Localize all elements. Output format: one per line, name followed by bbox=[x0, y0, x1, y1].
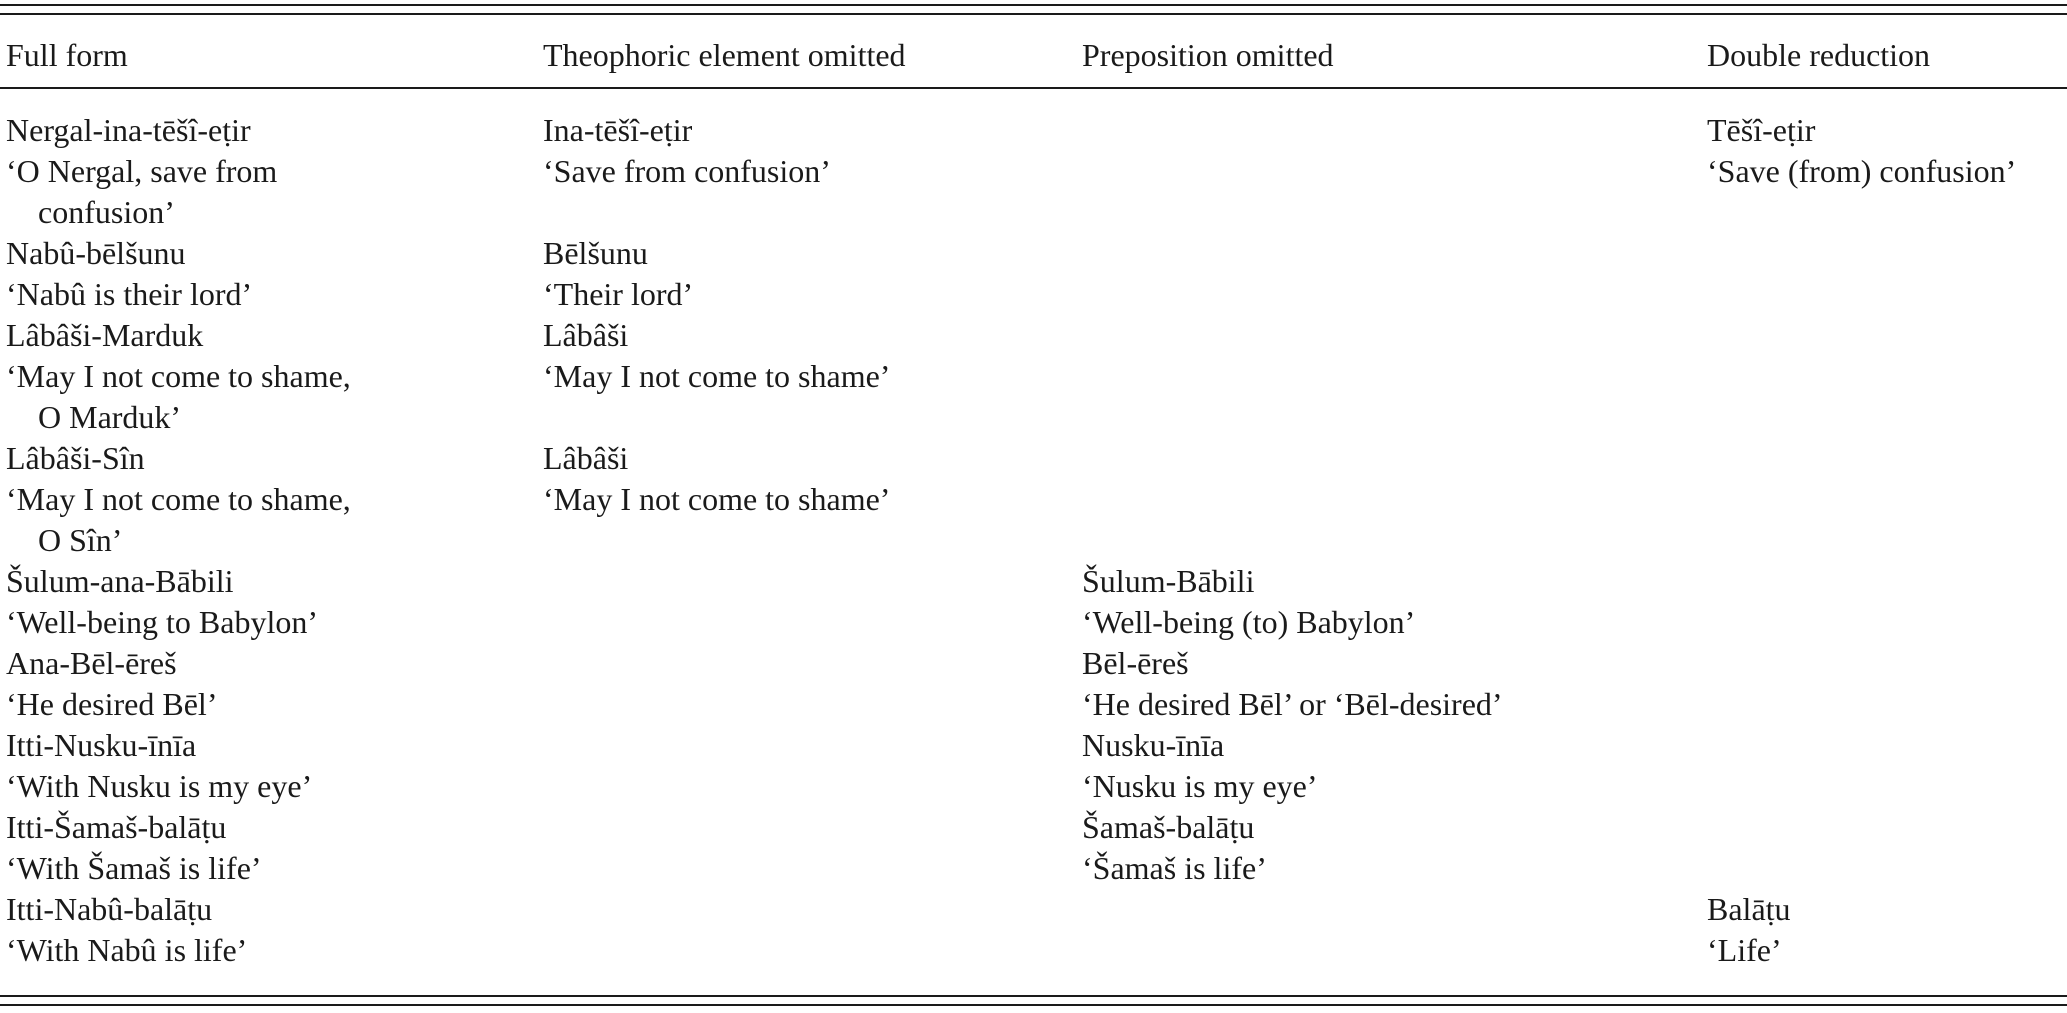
table-cell-full-form bbox=[6, 438, 526, 479]
cell-text-line: Lâbâši-Marduk bbox=[6, 317, 204, 353]
table-cell-double-reduction bbox=[1707, 315, 2067, 356]
table-row bbox=[0, 848, 2067, 889]
cell-text-line: ‘With Nabû is life’ bbox=[6, 932, 248, 968]
cell-text-line: Šulum-ana-Bābili bbox=[6, 563, 234, 599]
cell-text-line: ‘Save from confusion’ bbox=[543, 153, 831, 189]
table-cell-preposition-omitted bbox=[1082, 233, 1602, 274]
bottom-rule-inner bbox=[0, 995, 2067, 997]
cell-text-line: O Marduk’ bbox=[38, 399, 182, 435]
table-row bbox=[0, 110, 2067, 151]
table-row bbox=[0, 233, 2067, 274]
table-cell-full-form bbox=[6, 110, 526, 151]
table-cell-theophoric-omitted bbox=[543, 438, 1063, 479]
cell-text-line bbox=[1082, 356, 1602, 397]
cell-text-line: ‘Nusku is my eye’ bbox=[1082, 768, 1318, 804]
table-cell-full-form bbox=[6, 643, 526, 684]
table-row bbox=[0, 151, 2067, 233]
table-cell-preposition-omitted bbox=[1082, 766, 1602, 807]
top-rule-inner bbox=[0, 13, 2067, 15]
table-cell-preposition-omitted bbox=[1082, 315, 1602, 356]
table-cell-full-form bbox=[6, 930, 526, 971]
table-row bbox=[0, 602, 2067, 643]
column-header-theophoric-omitted: Theophoric element omitted bbox=[543, 37, 906, 73]
cell-text-line bbox=[1082, 930, 1602, 971]
cell-text-line bbox=[1082, 479, 1602, 520]
table-row bbox=[0, 725, 2067, 766]
table-cell-theophoric-omitted bbox=[543, 889, 1063, 930]
table-cell-double-reduction bbox=[1707, 725, 2067, 766]
cell-text-line bbox=[1082, 274, 1602, 315]
table-cell-full-form bbox=[6, 274, 526, 315]
header-rule bbox=[0, 87, 2067, 89]
cell-text-line: Itti-Šamaš-balāṭu bbox=[6, 809, 227, 845]
table-cell-double-reduction bbox=[1707, 274, 2067, 315]
table-cell-double-reduction bbox=[1707, 684, 2067, 725]
cell-text-line bbox=[543, 643, 1063, 684]
table-cell-full-form bbox=[6, 684, 526, 725]
cell-text-line bbox=[543, 684, 1063, 725]
table-cell-double-reduction bbox=[1707, 766, 2067, 807]
table-cell-preposition-omitted bbox=[1082, 643, 1602, 684]
cell-text-line: Tēšî-eṭir bbox=[1707, 112, 1816, 148]
cell-text-line: ‘He desired Bēl’ or ‘Bēl-desired’ bbox=[1082, 686, 1503, 722]
table-cell-theophoric-omitted bbox=[543, 848, 1063, 889]
table-cell-preposition-omitted bbox=[1082, 930, 1602, 971]
table-cell-preposition-omitted bbox=[1082, 438, 1602, 479]
cell-text-line: Ina-tēšî-eṭir bbox=[543, 112, 693, 148]
cell-text-line: ‘With Šamaš is life’ bbox=[6, 850, 262, 886]
cell-text-line bbox=[1707, 438, 2067, 479]
cell-text-line: ‘He desired Bēl’ bbox=[6, 686, 218, 722]
table-cell-double-reduction bbox=[1707, 438, 2067, 479]
table-row bbox=[0, 315, 2067, 356]
cell-text-line bbox=[1082, 315, 1602, 356]
cell-text-line bbox=[543, 725, 1063, 766]
cell-text-line bbox=[1707, 725, 2067, 766]
table-cell-preposition-omitted bbox=[1082, 110, 1602, 151]
cell-text-line: Balāṭu bbox=[1707, 891, 1791, 927]
cell-text-line: ‘May I not come to shame’ bbox=[543, 358, 891, 394]
table-cell-theophoric-omitted bbox=[543, 315, 1063, 356]
table-cell-theophoric-omitted bbox=[543, 725, 1063, 766]
cell-text-line bbox=[1707, 643, 2067, 684]
table-cell-full-form bbox=[6, 848, 526, 889]
column-header-double-reduction: Double reduction bbox=[1707, 37, 1931, 73]
cell-text-line bbox=[1707, 848, 2067, 889]
cell-text-line: ‘Life’ bbox=[1707, 932, 1782, 968]
cell-text-line: Bēl-ēreš bbox=[1082, 645, 1189, 681]
cell-text-line: ‘May I not come to shame’ bbox=[543, 481, 891, 517]
cell-text-line bbox=[1707, 684, 2067, 725]
table-cell-theophoric-omitted bbox=[543, 766, 1063, 807]
cell-text-line: ‘O Nergal, save from bbox=[6, 153, 278, 189]
cell-text-line: ‘May I not come to shame, bbox=[6, 481, 351, 517]
cell-text-line: ‘With Nusku is my eye’ bbox=[6, 768, 313, 804]
cell-text-line: Nergal-ina-tēšî-eṭir bbox=[6, 112, 251, 148]
table-row bbox=[0, 807, 2067, 848]
table-cell-theophoric-omitted bbox=[543, 479, 1063, 520]
table-cell-full-form bbox=[6, 889, 526, 930]
table-cell-preposition-omitted bbox=[1082, 356, 1602, 397]
cell-text-line bbox=[543, 602, 1063, 643]
cell-text-line bbox=[1082, 233, 1602, 274]
cell-text-line: Nusku-īnīa bbox=[1082, 727, 1225, 763]
cell-text-line bbox=[543, 561, 1063, 602]
table-row bbox=[0, 561, 2067, 602]
cell-text-line: Itti-Nusku-īnīa bbox=[6, 727, 197, 763]
cell-text-line: ‘Šamaš is life’ bbox=[1082, 850, 1267, 886]
cell-text-line bbox=[1707, 479, 2067, 520]
cell-text-line bbox=[1707, 766, 2067, 807]
table-row bbox=[0, 643, 2067, 684]
cell-text-line: Lâbâši bbox=[543, 317, 629, 353]
table-cell-full-form bbox=[6, 766, 526, 807]
table-cell-double-reduction bbox=[1707, 930, 2067, 971]
cell-text-line bbox=[1082, 438, 1602, 479]
table-cell-double-reduction bbox=[1707, 479, 2067, 520]
table-cell-preposition-omitted bbox=[1082, 725, 1602, 766]
table-cell-double-reduction bbox=[1707, 151, 2067, 192]
table-cell-preposition-omitted bbox=[1082, 889, 1602, 930]
cell-text-line: Bēlšunu bbox=[543, 235, 648, 271]
cell-text-line bbox=[1707, 602, 2067, 643]
table-cell-full-form bbox=[6, 356, 526, 438]
cell-text-line bbox=[1707, 233, 2067, 274]
table-cell-theophoric-omitted bbox=[543, 274, 1063, 315]
table-cell-theophoric-omitted bbox=[543, 930, 1063, 971]
cell-text-line bbox=[1082, 889, 1602, 930]
table-cell-full-form bbox=[6, 807, 526, 848]
table-row bbox=[0, 356, 2067, 438]
table-cell-preposition-omitted bbox=[1082, 561, 1602, 602]
table-cell-double-reduction bbox=[1707, 889, 2067, 930]
table-cell-full-form bbox=[6, 725, 526, 766]
cell-text-line bbox=[543, 766, 1063, 807]
bottom-rule-outer bbox=[0, 1004, 2067, 1006]
cell-text-line bbox=[1707, 315, 2067, 356]
cell-text-line: Lâbâši bbox=[543, 440, 629, 476]
cell-text-line bbox=[1707, 807, 2067, 848]
table-cell-theophoric-omitted bbox=[543, 233, 1063, 274]
table-cell-full-form bbox=[6, 151, 526, 233]
cell-text-line: Šulum-Bābili bbox=[1082, 563, 1255, 599]
table-cell-full-form bbox=[6, 233, 526, 274]
table-cell-full-form bbox=[6, 561, 526, 602]
table-cell-double-reduction bbox=[1707, 356, 2067, 397]
cell-text-line bbox=[1707, 356, 2067, 397]
cell-text-line bbox=[543, 848, 1063, 889]
column-header-full-form: Full form bbox=[6, 37, 128, 73]
cell-text-line bbox=[1707, 274, 2067, 315]
table-cell-double-reduction bbox=[1707, 643, 2067, 684]
cell-text-line: O Sîn’ bbox=[38, 522, 123, 558]
cell-text-line bbox=[1707, 561, 2067, 602]
cell-text-line: ‘Well-being (to) Babylon’ bbox=[1082, 604, 1416, 640]
cell-text-line: Nabû-bēlšunu bbox=[6, 235, 186, 271]
cell-text-line: ‘Their lord’ bbox=[543, 276, 694, 312]
table-cell-preposition-omitted bbox=[1082, 274, 1602, 315]
table-cell-theophoric-omitted bbox=[543, 110, 1063, 151]
table-cell-double-reduction bbox=[1707, 848, 2067, 889]
table-row bbox=[0, 889, 2067, 930]
table-cell-double-reduction bbox=[1707, 110, 2067, 151]
table-cell-double-reduction bbox=[1707, 807, 2067, 848]
table-cell-preposition-omitted bbox=[1082, 807, 1602, 848]
table-cell-theophoric-omitted bbox=[543, 356, 1063, 397]
table-cell-theophoric-omitted bbox=[543, 684, 1063, 725]
top-rule-outer bbox=[0, 4, 2067, 6]
table-row bbox=[0, 438, 2067, 479]
cell-text-line: ‘May I not come to shame, bbox=[6, 358, 351, 394]
table-cell-preposition-omitted bbox=[1082, 602, 1602, 643]
table-cell-preposition-omitted bbox=[1082, 684, 1602, 725]
table-row bbox=[0, 479, 2067, 561]
table-cell-full-form bbox=[6, 315, 526, 356]
cell-text-line: Ana-Bēl-ēreš bbox=[6, 645, 177, 681]
cell-text-line: Itti-Nabû-balāṭu bbox=[6, 891, 213, 927]
cell-text-line: Šamaš-balāṭu bbox=[1082, 809, 1255, 845]
table-row bbox=[0, 274, 2067, 315]
column-header-preposition-omitted: Preposition omitted bbox=[1082, 37, 1334, 73]
table-cell-double-reduction bbox=[1707, 233, 2067, 274]
cell-text-line: ‘Nabû is their lord’ bbox=[6, 276, 253, 312]
table-row bbox=[0, 684, 2067, 725]
table-cell-preposition-omitted bbox=[1082, 151, 1602, 192]
table-row bbox=[0, 930, 2067, 971]
table-cell-theophoric-omitted bbox=[543, 807, 1063, 848]
table-cell-theophoric-omitted bbox=[543, 151, 1063, 192]
table-cell-full-form bbox=[6, 479, 526, 561]
table-cell-theophoric-omitted bbox=[543, 561, 1063, 602]
cell-text-line bbox=[543, 807, 1063, 848]
table-cell-preposition-omitted bbox=[1082, 848, 1602, 889]
table-cell-preposition-omitted bbox=[1082, 479, 1602, 520]
cell-text-line bbox=[543, 930, 1063, 971]
table-cell-full-form bbox=[6, 602, 526, 643]
cell-text-line bbox=[1082, 110, 1602, 151]
table-cell-theophoric-omitted bbox=[543, 602, 1063, 643]
cell-text-line bbox=[543, 889, 1063, 930]
table-cell-double-reduction bbox=[1707, 602, 2067, 643]
cell-text-line: ‘Save (from) confusion’ bbox=[1707, 153, 2017, 189]
cell-text-line: Lâbâši-Sîn bbox=[6, 440, 145, 476]
table-cell-theophoric-omitted bbox=[543, 643, 1063, 684]
table-cell-double-reduction bbox=[1707, 561, 2067, 602]
cell-text-line bbox=[1082, 151, 1602, 192]
cell-text-line: confusion’ bbox=[38, 194, 175, 230]
table-row bbox=[0, 766, 2067, 807]
cell-text-line: ‘Well-being to Babylon’ bbox=[6, 604, 319, 640]
